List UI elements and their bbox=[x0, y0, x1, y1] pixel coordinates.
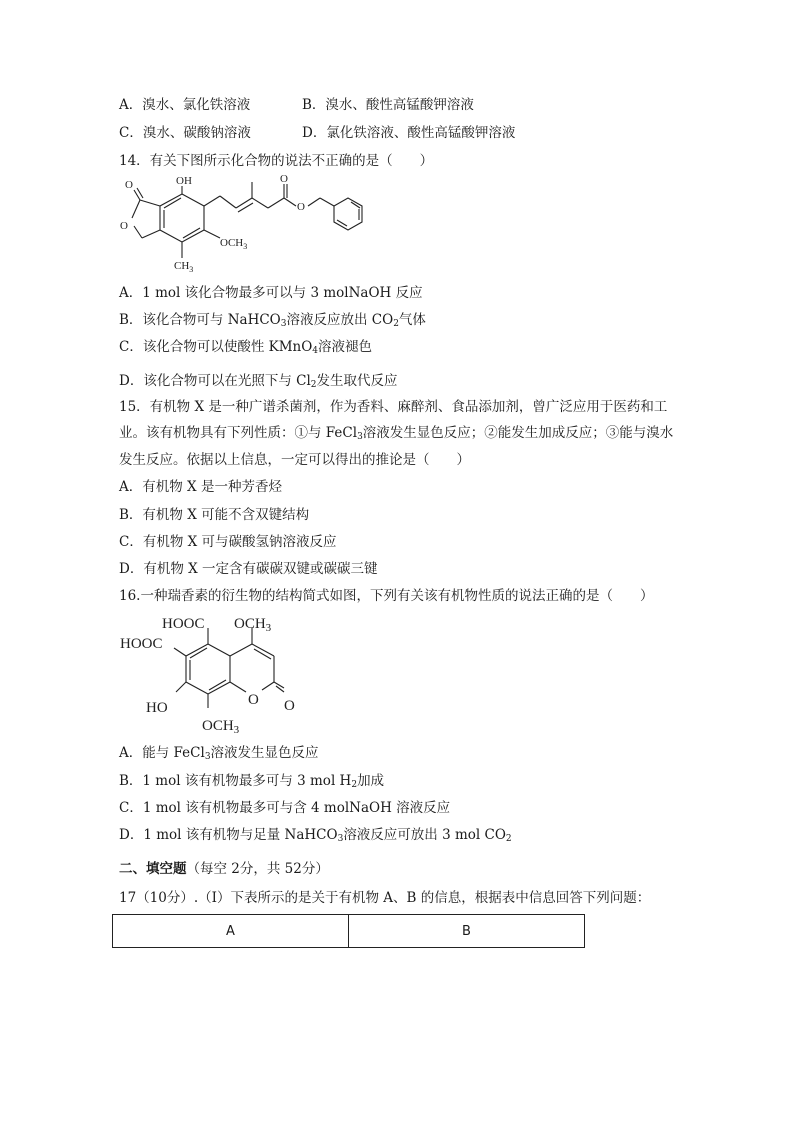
q14-och3-sub: 3 bbox=[243, 242, 248, 251]
q15-option-c: C．有机物 X 可与碳酸氢钠溶液反应 bbox=[119, 534, 337, 550]
q13-option-a: A．溴水、氯化铁溶液 bbox=[119, 97, 251, 113]
q16-structure-diagram bbox=[118, 610, 318, 738]
q16-o-keto-label: O bbox=[284, 698, 295, 714]
q16-stem: 16.一种瑞香素的衍生物的结构简式如图，下列有关该有机物性质的说法正确的是（ ） bbox=[119, 588, 654, 604]
q16-och3-top-sub: 3 bbox=[265, 622, 272, 634]
section2-heading: 二、填空题（每空 2分，共 52分） bbox=[119, 861, 329, 877]
q14-o-ester-label: O bbox=[297, 201, 305, 213]
q15-stem-line2: 业。该有机物具有下列性质：①与 FeCl$_3$溶液发生显色反应；②能发生加成反应；③能与溴水 bbox=[119, 425, 674, 442]
q14-option-d: D．该化合物可以在光照下与 $Cl_2$发生取代反应 bbox=[119, 373, 398, 390]
q16-hooc-left-label: HOOC bbox=[120, 636, 163, 652]
q14-ch3-label: CH bbox=[174, 260, 190, 272]
svg-text:OCH3 bbox=[202, 718, 240, 736]
q17-stem: 17（10分）.（Ⅰ）下表所示的是关于有机物 A、B 的信息，根据表中信息回答下列问题： bbox=[119, 890, 651, 906]
q13-option-c: C．溴水、碳酸钠溶液 bbox=[119, 125, 251, 141]
q14-structure-diagram bbox=[112, 172, 377, 277]
q14-och3-label: OCH bbox=[220, 237, 244, 249]
q17-info-table bbox=[112, 914, 585, 948]
q16-option-a: A．能与 FeCl$_3$溶液发生显色反应 bbox=[119, 745, 319, 762]
q15-stem-line1: 15．有机物 X 是一种广谱杀菌剂，作为香料、麻醉剂、食品添加剂，曾广泛应用于医药和工 bbox=[119, 399, 668, 415]
q16-och3-bottom-label: OCH bbox=[202, 718, 234, 734]
q16-ho-label: HO bbox=[146, 700, 168, 716]
q16-option-d: D．1 mol 该有机物与足量 NaHCO$_3$溶液反应可放出 3 mol $CO_2$ bbox=[119, 827, 512, 844]
table-row bbox=[113, 915, 585, 948]
q14-o-ester-carbonyl-label: O bbox=[280, 173, 288, 185]
q14-option-a: A．1 mol 该化合物最多可以与 3 molNaOH 反应 bbox=[119, 285, 423, 301]
q15-option-b: B．有机物 X 可能不含双键结构 bbox=[119, 507, 310, 523]
q16-och3-top-label: OCH bbox=[234, 616, 266, 632]
q14-o-carbonyl-label: O bbox=[125, 179, 133, 191]
table-header-b: B bbox=[349, 915, 585, 948]
q13-option-d: D．氯化铁溶液、酸性高锰酸钾溶液 bbox=[302, 125, 516, 141]
svg-text:CH3 bbox=[174, 260, 193, 274]
q15-option-d: D．有机物 X 一定含有碳碳双键或碳碳三键 bbox=[119, 561, 378, 577]
q16-option-b: B．1 mol 该有机物最多可与 3 mol $H_2$加成 bbox=[119, 773, 385, 790]
q16-o-ring-label: O bbox=[248, 692, 259, 708]
q14-ch3-sub: 3 bbox=[189, 265, 194, 274]
q15-option-a: A．有机物 X 是一种芳香烃 bbox=[119, 479, 282, 495]
q14-option-c: C．该化合物可以使酸性 KMnO$_4$溶液褪色 bbox=[119, 339, 373, 356]
svg-text:OCH3 bbox=[234, 616, 272, 634]
q13-option-b: B．溴水、酸性高锰酸钾溶液 bbox=[302, 97, 474, 113]
q14-o-ring-label: O bbox=[120, 220, 128, 232]
q15-stem-line3: 发生反应。依据以上信息，一定可以得出的推论是（ ） bbox=[119, 452, 470, 468]
q16-option-c: C．1 mol 该有机物最多可与含 4 molNaOH 溶液反应 bbox=[119, 800, 451, 816]
q14-option-b: B．该化合物可与 NaHCO$_3$溶液反应放出 $CO_2$气体 bbox=[119, 312, 426, 329]
q14-oh-label: OH bbox=[176, 175, 192, 187]
table-header-a: A bbox=[113, 915, 349, 948]
svg-text:OCH3 bbox=[220, 237, 247, 251]
q16-hooc-top-label: HOOC bbox=[162, 616, 205, 632]
q16-och3-bottom-sub: 3 bbox=[233, 724, 240, 736]
q14-stem: 14．有关下图所示化合物的说法不正确的是（ ） bbox=[119, 153, 434, 169]
